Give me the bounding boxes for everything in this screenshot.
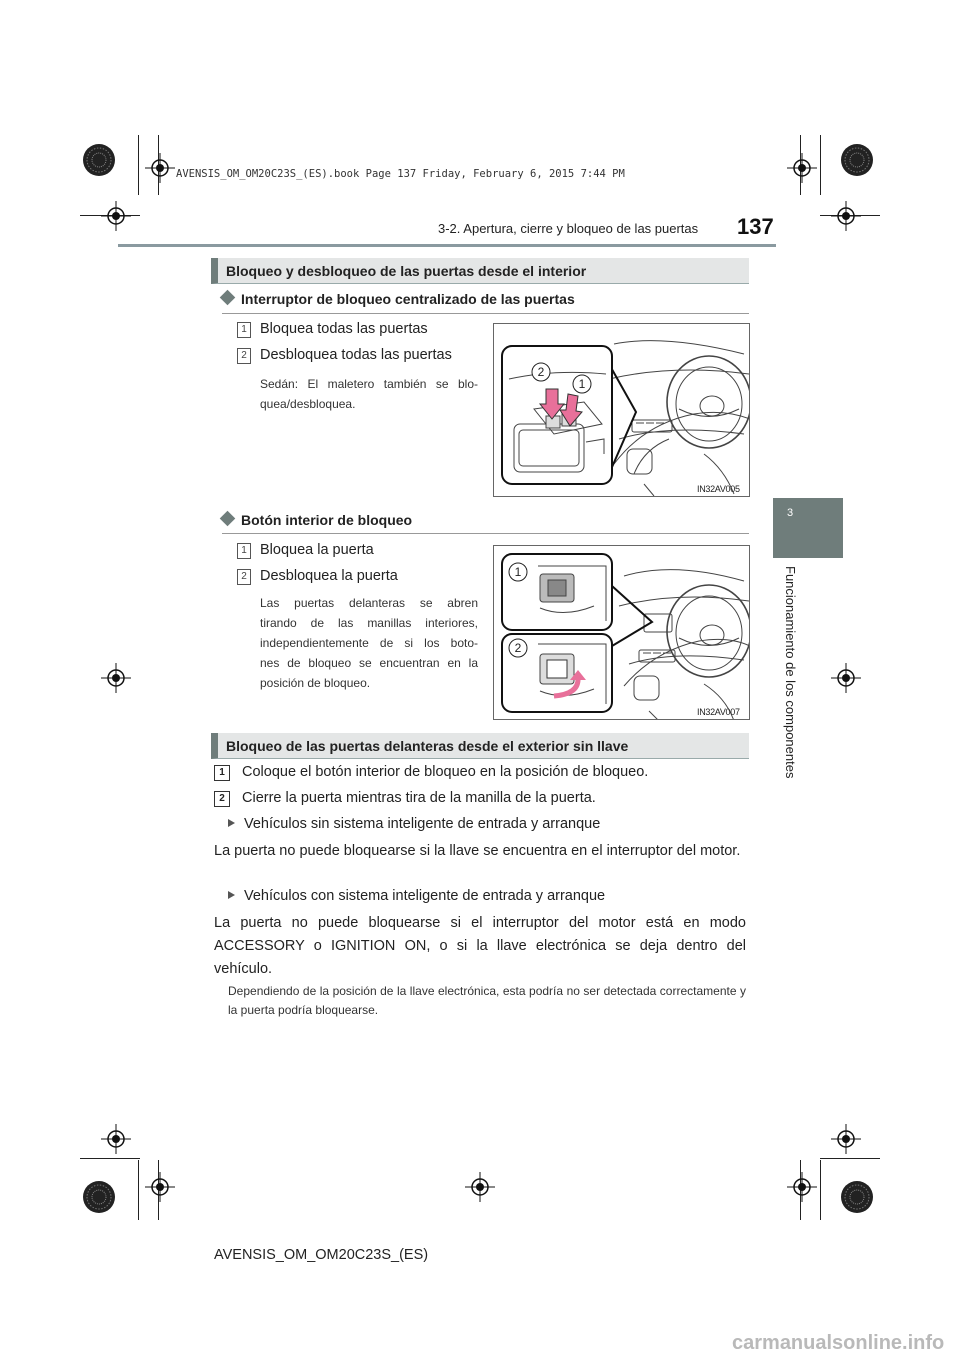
- item-number: 2: [237, 348, 251, 364]
- subheading-rule: [222, 313, 749, 314]
- item-number: 2: [237, 569, 251, 585]
- svg-text:1: 1: [514, 565, 522, 579]
- paragraph-engine-switch-mode: La puerta no puede bloquearse si el interruptor del motor está en modo ACCESSORY o IGNITION ON, o si la llave electrónica se deja dentro del vehículo.: [214, 915, 746, 977]
- registration-mark-icon: [787, 153, 817, 183]
- registration-mark-icon: [145, 1172, 175, 1202]
- registration-mark-icon: [101, 1124, 131, 1154]
- registration-mark-icon: [831, 1124, 861, 1154]
- registration-mark-icon: [465, 1172, 495, 1202]
- watermark: carmanualsonline.info: [732, 1332, 945, 1354]
- note-front-doors: Las puertas delanteras se abren tirando de las manillas interiores, independientemente de si los boto- nes de bloqueo se encuentran en la posición de bloqueo.: [260, 596, 478, 690]
- chapter-number: 3: [787, 507, 794, 519]
- header-rule: [118, 244, 776, 247]
- step-text: Cierre la puerta mientras tira de la manilla de la puerta.: [242, 790, 596, 806]
- bullet-without-smart-entry: Vehículos sin sistema inteligente de entrada y arranque: [228, 816, 600, 832]
- triangle-bullet-icon: [228, 819, 235, 827]
- diamond-icon: [220, 290, 236, 306]
- paragraph-key-in-switch: La puerta no puede bloquearse si la llave se encuentra en el interruptor del motor.: [214, 843, 741, 859]
- step-text: Coloque el botón interior de bloqueo en la posición de bloqueo.: [242, 764, 649, 780]
- item-text: Desbloquea todas las puertas: [260, 347, 452, 363]
- chapter-title: Funcionamiento de los componentes: [783, 566, 798, 779]
- note-electronic-key: Dependiendo de la posición de la llave electrónica, esta podría no ser detectada correctamente y la puerta podría bloquearse.: [228, 984, 746, 1017]
- starburst-mark-icon: [82, 143, 116, 177]
- registration-mark-icon: [787, 1172, 817, 1202]
- bullet-with-smart-entry: Vehículos con sistema inteligente de entrada y arranque: [228, 888, 605, 904]
- figure-inside-lock-button: [493, 545, 750, 720]
- starburst-mark-icon: [840, 1180, 874, 1214]
- section-heading-exterior: Bloqueo de las puertas delanteras desde el exterior sin llave: [211, 733, 749, 759]
- subheading-central-lock: Interruptor de bloqueo centralizado de las puertas: [222, 291, 575, 307]
- item-text: Bloquea todas las puertas: [260, 321, 428, 337]
- registration-mark-icon: [831, 663, 861, 693]
- book-info: AVENSIS_OM_OM20C23S_(ES).book Page 137 Friday, February 6, 2015 7:44 PM: [176, 168, 625, 180]
- item-number: 1: [237, 322, 251, 338]
- chapter-tab: [773, 498, 843, 558]
- registration-mark-icon: [145, 153, 175, 183]
- note-sedan: Sedán: El maletero también se blo- quea/desbloquea.: [260, 377, 478, 411]
- item-number: 1: [237, 543, 251, 559]
- starburst-mark-icon: [840, 143, 874, 177]
- item-text: Desbloquea la puerta: [260, 568, 398, 584]
- triangle-bullet-icon: [228, 891, 235, 899]
- subheading-inside-lock-button: Botón interior de bloqueo: [222, 512, 412, 528]
- page-header-section: 3-2. Apertura, cierre y bloqueo de las puertas: [438, 221, 699, 236]
- subheading-rule: [222, 533, 749, 534]
- illustration-dashboard-switch: [494, 324, 750, 497]
- figure-code: IN32AV007: [697, 707, 740, 717]
- item-text: Bloquea la puerta: [260, 542, 374, 558]
- starburst-mark-icon: [82, 1180, 116, 1214]
- svg-text:1: 1: [578, 377, 586, 391]
- registration-mark-icon: [101, 663, 131, 693]
- svg-text:2: 2: [514, 641, 522, 655]
- figure-code: IN32AV005: [697, 484, 740, 494]
- svg-text:2: 2: [537, 365, 545, 379]
- diamond-icon: [220, 511, 236, 527]
- section-heading-interior: Bloqueo y desbloqueo de las puertas desde el interior: [211, 258, 749, 284]
- step-number: 1: [214, 765, 230, 781]
- registration-mark-icon: [101, 201, 131, 231]
- figure-central-lock-switch: [493, 323, 750, 497]
- registration-mark-icon: [831, 201, 861, 231]
- illustration-door-lock-button: [494, 546, 750, 720]
- footer-document-code: AVENSIS_OM_OM20C23S_(ES): [214, 1247, 429, 1263]
- page-number: 137: [737, 214, 774, 239]
- step-number: 2: [214, 791, 230, 807]
